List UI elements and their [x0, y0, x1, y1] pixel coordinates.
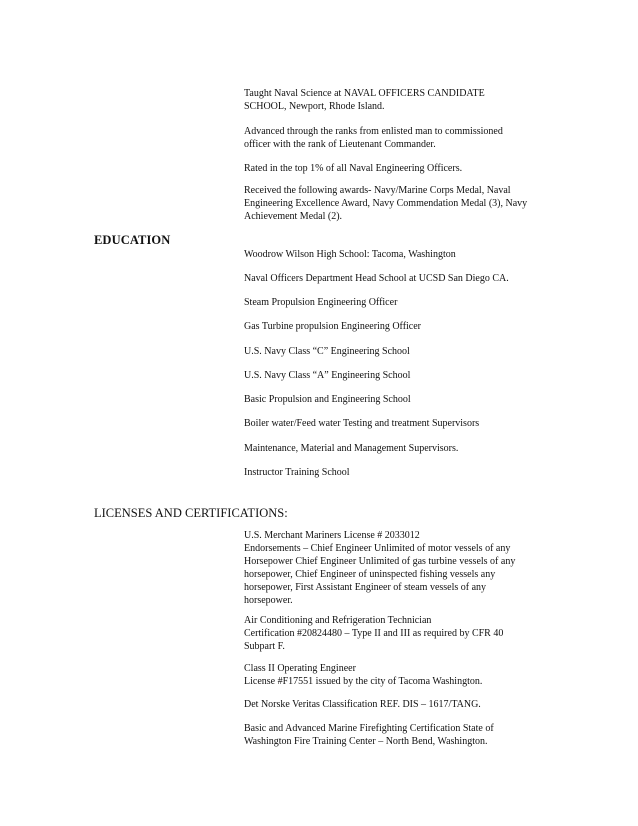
license-line: License #F17551 issued by the city of Tacoma Washington.: [244, 676, 483, 687]
license-line: horsepower, Chief Engineer of uninspected fishing vessels any: [244, 569, 496, 580]
education-item: Basic Propulsion and Engineering School: [244, 394, 411, 405]
experience-line: Advanced through the ranks from enlisted man to commissioned: [244, 126, 503, 137]
license-line: Certification #20824480 – Type II and III as required by CFR 40: [244, 628, 504, 639]
education-item: Gas Turbine propulsion Engineering Officer: [244, 321, 422, 332]
license-item: [244, 662, 574, 688]
license-item: [244, 698, 574, 711]
education-item: U.S. Navy Class “A” Engineering School: [244, 370, 411, 381]
education-item: Maintenance, Material and Management Supervisors.: [244, 443, 459, 454]
education-item: Instructor Training School: [244, 467, 350, 478]
education-item: Woodrow Wilson High School: Tacoma, Washington: [244, 249, 456, 260]
license-line: U.S. Merchant Mariners License # 2033012: [244, 530, 420, 541]
license-line: horsepower, First Assistant Engineer of steam vessels of any: [244, 582, 487, 593]
license-line: Washington Fire Training Center – North Bend, Washington.: [244, 736, 488, 747]
license-line: Endorsements – Chief Engineer Unlimited of motor vessels of any: [244, 543, 511, 554]
licenses-heading: LICENSES AND CERTIFICATIONS:: [94, 506, 288, 520]
experience-item: [244, 87, 574, 113]
license-line: Basic and Advanced Marine Firefighting Certification State of: [244, 723, 494, 734]
experience-item: [244, 125, 574, 151]
experience-line: SCHOOL, Newport, Rhode Island.: [244, 101, 385, 112]
license-line: Subpart F.: [244, 641, 285, 652]
license-item: [244, 529, 574, 607]
experience-line: Taught Naval Science at NAVAL OFFICERS CANDIDATE: [244, 88, 485, 99]
license-line: horsepower.: [244, 595, 293, 606]
experience-line: Engineering Excellence Award, Navy Commendation Medal (3), Navy: [244, 198, 528, 209]
experience-item: [244, 162, 574, 175]
education-item: Naval Officers Department Head School at UCSD San Diego CA.: [244, 273, 509, 284]
education-item: Steam Propulsion Engineering Officer: [244, 297, 398, 308]
experience-line: Rated in the top 1% of all Naval Engineering Officers.: [244, 163, 463, 174]
license-line: Air Conditioning and Refrigeration Technician: [244, 615, 432, 626]
experience-item: [244, 184, 574, 223]
education-item: Boiler water/Feed water Testing and treatment Supervisors: [244, 418, 480, 429]
experience-line: Achievement Medal (2).: [244, 211, 343, 222]
license-item: [244, 614, 574, 653]
experience-line: officer with the rank of Lieutenant Commander.: [244, 139, 436, 150]
license-line: Horsepower Chief Engineer Unlimited of gas turbine vessels of any: [244, 556, 516, 567]
license-item: [244, 722, 574, 748]
license-line: Det Norske Veritas Classification REF. DIS – 1617/TANG.: [244, 699, 481, 710]
education-item: U.S. Navy Class “C” Engineering School: [244, 346, 410, 357]
education-heading: EDUCATION: [94, 233, 171, 247]
experience-line: Received the following awards- Navy/Marine Corps Medal, Naval: [244, 185, 511, 196]
license-line: Class II Operating Engineer: [244, 663, 356, 674]
